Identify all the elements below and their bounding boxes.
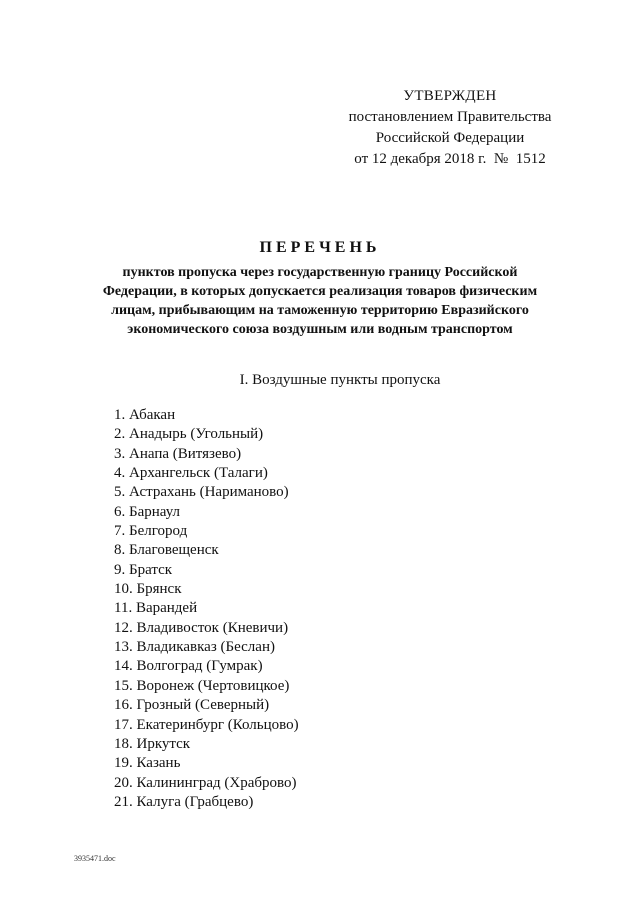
list-item: 19. Казань xyxy=(114,755,181,772)
subtitle-line-1: пунктов пропуска через государственную границу Российской xyxy=(122,265,518,280)
subtitle-line-4: экономического союза воздушным или водным транспортом xyxy=(127,322,513,337)
list-item: 21. Калуга (Грабцево) xyxy=(114,793,254,810)
checkpoint-list xyxy=(114,406,299,812)
list-item: 4. Архангельск (Талаги) xyxy=(114,465,268,482)
list-item: 1. Абакан xyxy=(114,407,176,423)
subtitle-line-3: лицам, прибывающим на таможенную территорию Евразийского xyxy=(111,303,529,318)
document-subtitle xyxy=(60,263,580,339)
list-item: 3. Анапа (Витязево) xyxy=(114,445,242,462)
list-item: 12. Владивосток (Кневичи) xyxy=(114,619,289,636)
approval-line-1: постановлением Правительства xyxy=(348,109,552,125)
list-item: 16. Грозный (Северный) xyxy=(114,697,270,714)
list-item: 10. Брянск xyxy=(114,581,182,598)
list-item: 8. Благовещенск xyxy=(114,542,219,559)
list-item: 2. Анадырь (Угольный) xyxy=(114,426,264,443)
list-item: 6. Барнаул xyxy=(114,503,181,520)
list-item: 11. Варандей xyxy=(114,600,198,617)
list-item: 18. Иркутск xyxy=(114,735,191,752)
file-name-footer: 3935471.doc xyxy=(74,854,116,863)
approval-block xyxy=(320,86,580,170)
document-title-block xyxy=(60,239,580,339)
subtitle-line-2: Федерации, в которых допускается реализация товаров физическим xyxy=(102,284,538,299)
list-item: 14. Волгоград (Гумрак) xyxy=(114,658,263,675)
list-item: 15. Воронеж (Чертовицкое) xyxy=(114,677,290,694)
list-item: 20. Калининград (Храброво) xyxy=(114,774,297,791)
list-item: 5. Астрахань (Нариманово) xyxy=(114,484,289,501)
approval-line-3: от 12 декабря 2018 г. № 1512 xyxy=(354,151,546,167)
list-item: 17. Екатеринбург (Кольцово) xyxy=(114,716,299,733)
list-item: 7. Белгород xyxy=(114,523,188,540)
approval-line-2: Российской Федерации xyxy=(375,130,525,146)
section-title: I. Воздушные пункты пропуска xyxy=(239,372,441,388)
list-item: 9. Братск xyxy=(114,561,173,578)
approval-heading: УТВЕРЖДЕН xyxy=(403,88,497,104)
list-item: 13. Владикавказ (Беслан) xyxy=(114,639,275,656)
document-title: ПЕРЕЧЕНЬ xyxy=(259,239,381,256)
